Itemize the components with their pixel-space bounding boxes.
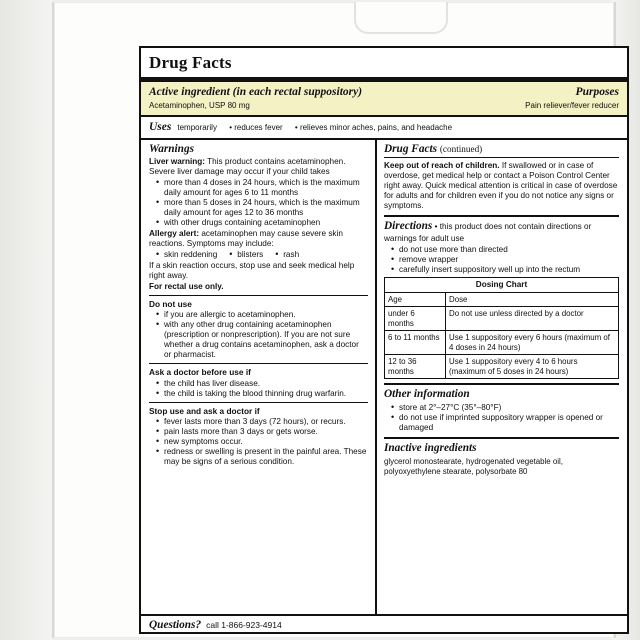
list-item: • more than 5 doses in 24 hours, which is the maximum daily amount for ages 12 to 36 months <box>158 198 368 218</box>
continued-title: Drug Facts <box>384 142 438 155</box>
continued-note: (continued) <box>439 143 483 154</box>
left-column <box>141 140 377 614</box>
list-item: • redness or swelling is present in the painful area. These may be signs of a serious condition. <box>158 447 368 467</box>
carton-hang-tab <box>354 2 448 34</box>
dosing-dose-0: Do not use unless directed by a doctor <box>446 307 619 331</box>
warnings-heading: Warnings <box>149 142 194 155</box>
divider <box>149 363 368 364</box>
dosing-age-1: 6 to 11 months <box>385 331 446 355</box>
directions-intro: • this product does not contain directions or warnings for adult use <box>384 222 592 244</box>
purposes-heading: Purposes <box>575 85 619 98</box>
dosing-dose-1: Use 1 suppository every 6 hours (maximum of 4 doses in 24 hours) <box>446 331 619 355</box>
page-title: Drug Facts <box>149 53 232 72</box>
dosing-col-dose: Dose <box>446 292 619 306</box>
allergy-alert-label: Allergy alert: <box>149 229 200 239</box>
list-item: • carefully insert suppository well up into the rectum <box>393 265 619 275</box>
list-item: • with other drugs containing acetaminophen <box>158 218 368 228</box>
keep-out-text: If swallowed or in case of overdose, get medical help or contact a Poison Control Center right away. Quick medical attention is critical in case of overdose for adults and for children even if you do not notice any signs or symptoms. <box>384 161 618 211</box>
uses-heading: Uses <box>149 120 172 133</box>
allergy-followup: If a skin reaction occurs, stop use and seek medical help right away. <box>149 261 355 281</box>
uses-item-1: • reduces fever <box>229 122 283 132</box>
directions-heading: Directions <box>384 220 433 233</box>
liver-warning-label: Liver warning: <box>149 157 205 167</box>
dosing-chart <box>384 277 619 379</box>
uses-section <box>141 117 627 138</box>
background-left <box>0 0 52 640</box>
other-information-heading: Other information <box>384 388 470 401</box>
questions-section <box>141 614 627 635</box>
list-item: • rash <box>277 250 299 260</box>
list-item: • the child is taking the blood thinning drug warfarin. <box>158 389 368 399</box>
ask-doctor-heading: Ask a doctor before use if <box>149 367 251 378</box>
liver-warning-bullets <box>149 178 368 228</box>
list-item: • with any other drug containing acetaminophen (prescription or nonprescription). If you are not sure whether a drug contains acetaminophen, ask a doctor or pharmacist. <box>158 320 368 360</box>
table-row <box>385 331 619 355</box>
active-ingredient-section <box>141 82 627 115</box>
list-item: • do not use if imprinted suppository wrapper is opened or damaged <box>393 413 619 433</box>
divider <box>149 402 368 403</box>
questions-phone[interactable]: call 1-866-923-4914 <box>206 619 282 630</box>
list-item: • if you are allergic to acetaminophen. <box>158 310 368 320</box>
keep-out-of-reach <box>384 161 619 211</box>
divider <box>384 157 619 158</box>
list-item: • remove wrapper <box>393 255 619 265</box>
do-not-use-heading: Do not use <box>149 299 192 310</box>
continued-heading <box>384 143 619 157</box>
liver-warning-text: This product contains acetaminophen. Severe liver damage may occur if your child takes <box>149 157 346 177</box>
uses-items <box>177 123 462 133</box>
uses-item-0: temporarily <box>177 122 217 132</box>
list-item: • new symptoms occur. <box>158 437 368 447</box>
list-item: • pain lasts more than 3 days or gets worse. <box>158 427 368 437</box>
divider <box>384 383 619 385</box>
active-ingredient-value: Acetaminophen, USP 80 mg <box>149 100 250 110</box>
divider <box>384 437 619 439</box>
stop-use-bullets <box>149 417 368 467</box>
other-information-bullets <box>384 403 619 433</box>
table-row <box>385 307 619 331</box>
list-item: • store at 2°–27°C (35°–80°F) <box>393 403 619 413</box>
allergy-bullets <box>149 250 368 260</box>
ask-doctor-bullets <box>149 379 368 399</box>
list-item: • fever lasts more than 3 days (72 hours), or recurs. <box>158 417 368 427</box>
keep-out-label: Keep out of reach of children. <box>384 161 500 171</box>
list-item: • do not use more than directed <box>393 245 619 255</box>
dosing-chart-caption: Dosing Chart <box>385 278 619 293</box>
dosing-dose-2: Use 1 suppository every 4 to 6 hours (maximum of 5 doses in 24 hours) <box>446 355 619 379</box>
directions-bullets <box>384 245 619 275</box>
inactive-ingredients-text: glycerol monostearate, hydrogenated vegetable oil, polyoxyethylene stearate, polysorbate 80 <box>384 456 563 476</box>
carton-back-panel <box>52 2 619 638</box>
allergy-alert-text: acetaminophen may cause severe skin reactions. Symptoms may include: <box>149 229 343 249</box>
drug-facts-panel <box>139 46 629 634</box>
table-row <box>385 355 619 379</box>
right-column <box>377 140 627 614</box>
divider <box>149 295 368 296</box>
uses-item-2: • relieves minor aches, pains, and headache <box>294 122 453 132</box>
inactive-ingredients-heading: Inactive ingredients <box>384 442 477 455</box>
dosing-age-2: 12 to 36 months <box>385 355 446 379</box>
list-item: • blisters <box>231 250 263 260</box>
questions-heading: Questions? <box>149 618 202 631</box>
dosing-age-0: under 6 months <box>385 307 446 331</box>
divider <box>384 215 619 217</box>
purpose-value: Pain reliever/fever reducer <box>525 100 619 110</box>
active-ingredient-heading: Active ingredient (in each rectal suppository) <box>149 85 363 98</box>
allergy-alert <box>149 229 368 249</box>
two-column-body <box>141 140 627 614</box>
directions-line <box>384 220 619 244</box>
stop-use-heading: Stop use and ask a doctor if <box>149 405 260 416</box>
list-item: • more than 4 doses in 24 hours, which is the maximum daily amount for ages 6 to 11 months <box>158 178 368 198</box>
list-item: • the child has liver disease. <box>158 379 368 389</box>
dosing-col-age: Age <box>385 292 446 306</box>
liver-warning <box>149 157 368 177</box>
rectal-use-only: For rectal use only. <box>149 282 224 292</box>
do-not-use-bullets <box>149 310 368 360</box>
list-item: • skin reddening <box>158 250 217 260</box>
